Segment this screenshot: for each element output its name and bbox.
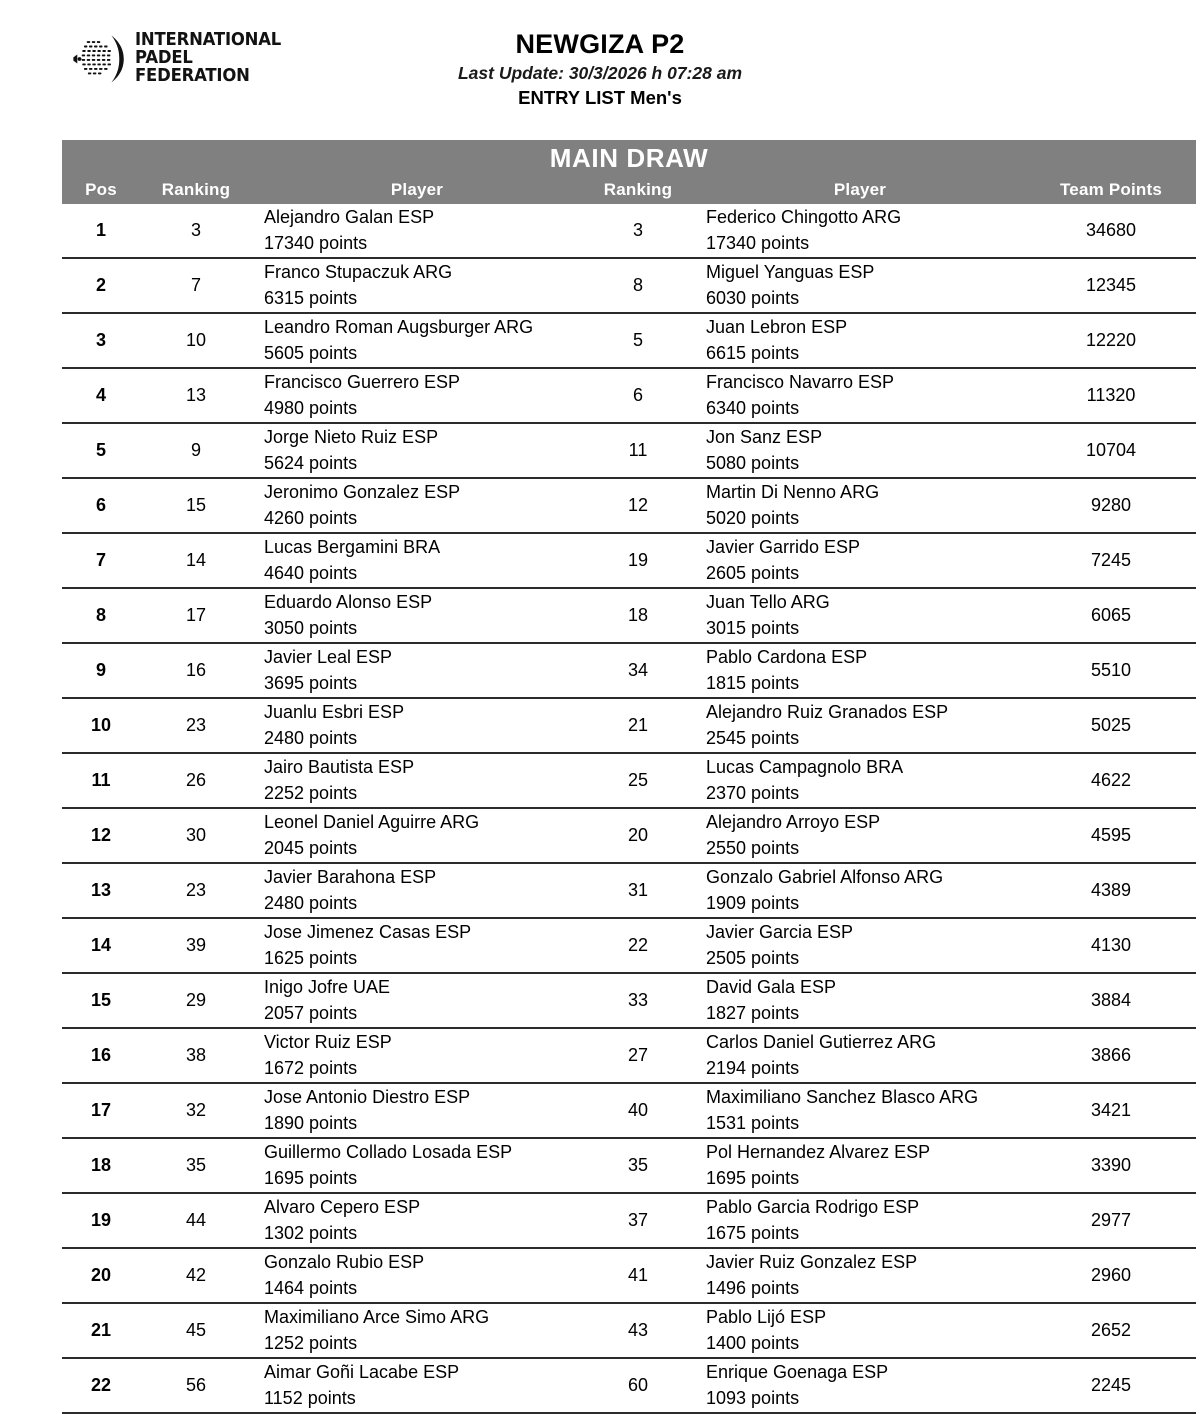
player-points: 6340 points [706,397,800,418]
table-row [62,1303,1196,1358]
entries-table [62,176,1196,1414]
cell-ranking-2: 37 [582,1193,694,1248]
player-name: Jose Jimenez Casas ESP [264,921,472,942]
cell-ranking-2: 18 [582,588,694,643]
player-name: Victor Ruiz ESP [264,1031,392,1052]
player-name: Francisco Navarro ESP [706,371,895,392]
cell-ranking-1: 7 [140,258,252,313]
table-row [62,753,1196,808]
cell-ranking-1: 10 [140,313,252,368]
cell-player-1 [252,313,582,368]
cell-player-1 [252,643,582,698]
main-draw-band-title: MAIN DRAW [62,140,1196,176]
cell-player-1 [252,1303,582,1358]
player-name: Javier Barahona ESP [264,866,437,887]
cell-ranking-2: 60 [582,1358,694,1413]
cell-ranking-1: 42 [140,1248,252,1303]
cell-position: 6 [62,478,140,533]
table-row [62,918,1196,973]
cell-position: 21 [62,1303,140,1358]
player-name: Maximiliano Sanchez Blasco ARG [706,1086,979,1107]
player-name: Jairo Bautista ESP [264,756,415,777]
cell-ranking-2: 5 [582,313,694,368]
player-name: Martin Di Nenno ARG [706,481,880,502]
player-points: 1093 points [706,1387,800,1408]
cell-player-1 [252,423,582,478]
player-points: 1496 points [706,1277,800,1298]
table-row [62,1028,1196,1083]
player-points: 5020 points [706,507,800,528]
cell-ranking-2: 8 [582,258,694,313]
cell-ranking-1: 29 [140,973,252,1028]
cell-player-1 [252,1083,582,1138]
player-name: Pol Hernandez Alvarez ESP [706,1141,931,1162]
player-points: 1815 points [706,672,800,693]
cell-position: 5 [62,423,140,478]
main-draw-table [62,140,1196,1414]
player-points: 2370 points [706,782,800,803]
cell-position: 22 [62,1358,140,1413]
cell-player-2 [694,423,1026,478]
table-row [62,973,1196,1028]
player-name: Jeronimo Gonzalez ESP [264,481,461,502]
cell-player-2 [694,643,1026,698]
cell-player-2 [694,204,1026,258]
cell-player-2 [694,1248,1026,1303]
cell-ranking-2: 22 [582,918,694,973]
cell-ranking-1: 45 [140,1303,252,1358]
cell-team-points: 4622 [1026,753,1196,808]
table-row [62,863,1196,918]
document-header [0,0,1200,125]
cell-position: 15 [62,973,140,1028]
cell-position: 3 [62,313,140,368]
cell-team-points: 9280 [1026,478,1196,533]
cell-team-points: 4130 [1026,918,1196,973]
cell-ranking-1: 23 [140,698,252,753]
cell-team-points: 3421 [1026,1083,1196,1138]
cell-player-1 [252,698,582,753]
cell-player-1 [252,1358,582,1413]
logo-line-2: PADEL [135,48,193,69]
player-points: 5605 points [264,342,358,363]
player-points: 2057 points [264,1002,358,1023]
player-points: 2505 points [706,947,800,968]
cell-position: 1 [95,220,106,240]
table-row [62,368,1196,423]
cell-team-points: 4595 [1026,808,1196,863]
cell-ranking-1: 32 [140,1083,252,1138]
player-name: Lucas Bergamini BRA [264,536,441,557]
cell-team-points: 11320 [1026,368,1196,423]
cell-team-points: 7245 [1026,533,1196,588]
logo-line-3: FEDERATION [135,65,250,86]
cell-position: 18 [62,1138,140,1193]
table-row [62,423,1196,478]
cell-ranking-1: 26 [140,753,252,808]
cell-position: 11 [62,753,140,808]
player-points: 2045 points [264,837,358,858]
cell-position: 17 [62,1083,140,1138]
title-block [0,28,1200,111]
cell-ranking-2: 35 [582,1138,694,1193]
player-name: Eduardo Alonso ESP [264,591,433,612]
player-points: 1827 points [706,1002,800,1023]
cell-player-2 [694,1138,1026,1193]
table-row [62,204,1196,258]
player-name: Alvaro Cepero ESP [264,1196,421,1217]
player-points: 1252 points [264,1332,358,1353]
cell-player-1 [252,863,582,918]
cell-position: 16 [62,1028,140,1083]
player-points: 1464 points [264,1277,358,1298]
cell-player-1 [252,918,582,973]
cell-player-1 [252,258,582,313]
player-name: Inigo Jofre UAE [264,976,391,997]
cell-player-1 [252,808,582,863]
cell-player-2 [694,1083,1026,1138]
cell-player-2 [694,753,1026,808]
cell-ranking-2: 19 [582,533,694,588]
player-points: 2480 points [264,727,358,748]
cell-player-2 [694,863,1026,918]
player-points: 1400 points [706,1332,800,1353]
cell-player-1 [252,204,582,258]
player-points: 2550 points [706,837,800,858]
player-name: Alejandro Galan ESP [264,206,435,227]
cell-team-points: 2960 [1026,1248,1196,1303]
cell-player-2 [694,698,1026,753]
player-points: 4260 points [264,507,358,528]
player-name: Pablo Lijó ESP [706,1306,827,1327]
player-name: Federico Chingotto ARG [706,206,902,227]
player-name: Javier Garrido ESP [706,536,861,557]
cell-team-points: 12220 [1026,313,1196,368]
player-points: 17340 points [706,232,810,253]
player-name: Aimar Goñi Lacabe ESP [264,1361,460,1382]
cell-player-2 [694,973,1026,1028]
cell-player-2 [694,533,1026,588]
cell-player-2 [694,478,1026,533]
last-update-text: Last Update: 30/3/2026 h 07:28 am [457,62,743,83]
cell-ranking-2: 41 [582,1248,694,1303]
table-row [62,698,1196,753]
cell-team-points: 4389 [1026,863,1196,918]
cell-team-points: 2652 [1026,1303,1196,1358]
cell-ranking-2: 20 [582,808,694,863]
player-points: 4640 points [264,562,358,583]
player-points: 2252 points [264,782,358,803]
cell-player-1 [252,588,582,643]
col-header-ranking-2: Ranking [582,176,694,204]
cell-ranking-1: 44 [140,1193,252,1248]
player-name: Enrique Goenaga ESP [706,1361,889,1382]
cell-position: 20 [62,1248,140,1303]
table-header-row [62,176,1196,204]
cell-ranking-1: 9 [140,423,252,478]
cell-ranking-1: 23 [140,863,252,918]
table-row [62,1248,1196,1303]
cell-player-2 [694,918,1026,973]
player-name: Gonzalo Gabriel Alfonso ARG [706,866,944,887]
cell-ranking-1: 16 [140,643,252,698]
cell-team-points: 12345 [1026,258,1196,313]
cell-player-2 [694,258,1026,313]
table-row [62,533,1196,588]
cell-ranking-1: 3 [190,220,201,240]
player-points: 3050 points [264,617,358,638]
col-header-pos: Pos [62,176,140,204]
player-points: 1302 points [264,1222,358,1243]
cell-ranking-2: 3 [632,220,643,240]
player-points: 2480 points [264,892,358,913]
cell-team-points: 5510 [1026,643,1196,698]
player-name: Javier Leal ESP [264,646,393,667]
event-title: NEWGIZA P2 [515,29,685,59]
table-head [62,176,1196,204]
table-row [62,643,1196,698]
player-points: 6315 points [264,287,358,308]
cell-position: 14 [62,918,140,973]
table-row [62,588,1196,643]
player-name: Alejandro Ruiz Granados ESP [706,701,949,722]
cell-player-1 [252,1138,582,1193]
cell-ranking-1: 13 [140,368,252,423]
player-points: 1695 points [264,1167,358,1188]
player-points: 6615 points [706,342,800,363]
entry-list-subtitle: ENTRY LIST Men's [518,87,682,109]
player-points: 1695 points [706,1167,800,1188]
cell-ranking-2: 31 [582,863,694,918]
table-row [62,1358,1196,1413]
cell-team-points: 3884 [1026,973,1196,1028]
player-name: Leandro Roman Augsburger ARG [264,316,534,337]
cell-position: 2 [62,258,140,313]
player-name: Juan Lebron ESP [706,316,848,337]
cell-ranking-1: 38 [140,1028,252,1083]
cell-position: 10 [62,698,140,753]
cell-ranking-2: 21 [582,698,694,753]
cell-ranking-1: 39 [140,918,252,973]
player-points: 5080 points [706,452,800,473]
cell-ranking-2: 27 [582,1028,694,1083]
player-points: 5624 points [264,452,358,473]
col-header-ranking-1: Ranking [140,176,252,204]
cell-ranking-2: 43 [582,1303,694,1358]
cell-ranking-1: 14 [140,533,252,588]
cell-ranking-2: 25 [582,753,694,808]
cell-player-2 [694,1358,1026,1413]
player-points: 3695 points [264,672,358,693]
cell-team-points: 3390 [1026,1138,1196,1193]
cell-ranking-1: 30 [140,808,252,863]
player-name: Lucas Campagnolo BRA [706,756,904,777]
table-row [62,1138,1196,1193]
player-name: Alejandro Arroyo ESP [706,811,881,832]
cell-position: 19 [62,1193,140,1248]
player-points: 1672 points [264,1057,358,1078]
cell-team-points: 2245 [1026,1358,1196,1413]
player-name: David Gala ESP [706,976,837,997]
cell-ranking-2: 40 [582,1083,694,1138]
logo-line-1: INTERNATIONAL [135,30,282,51]
player-points: 2194 points [706,1057,800,1078]
col-header-player-2: Player [694,176,1026,204]
cell-player-2 [694,1028,1026,1083]
cell-player-1 [252,1248,582,1303]
player-name: Jose Antonio Diestro ESP [264,1086,471,1107]
cell-player-2 [694,1193,1026,1248]
col-header-player-1: Player [252,176,582,204]
table-row [62,478,1196,533]
cell-ranking-2: 6 [582,368,694,423]
cell-player-1 [252,973,582,1028]
cell-player-1 [252,1193,582,1248]
player-name: Gonzalo Rubio ESP [264,1251,425,1272]
cell-team-points: 34680 [1085,220,1137,240]
player-points: 1152 points [264,1387,356,1408]
player-name: Juan Tello ARG [706,591,830,612]
cell-position: 7 [62,533,140,588]
player-name: Jon Sanz ESP [706,426,823,447]
cell-position: 9 [62,643,140,698]
table-row [62,1083,1196,1138]
player-name: Franco Stupaczuk ARG [264,261,453,282]
cell-player-1 [252,478,582,533]
player-name: Francisco Guerrero ESP [264,371,461,392]
cell-team-points: 5025 [1026,698,1196,753]
cell-ranking-2: 34 [582,643,694,698]
cell-player-2 [694,808,1026,863]
cell-team-points: 10704 [1026,423,1196,478]
cell-position: 8 [62,588,140,643]
cell-player-2 [694,368,1026,423]
cell-player-1 [252,1028,582,1083]
player-points: 3015 points [706,617,800,638]
player-name: Miguel Yanguas ESP [706,261,875,282]
cell-player-1 [252,368,582,423]
table-row [62,313,1196,368]
player-name: Jorge Nieto Ruiz ESP [264,426,439,447]
cell-position: 13 [62,863,140,918]
player-name: Javier Ruiz Gonzalez ESP [706,1251,918,1272]
player-name: Maximiliano Arce Simo ARG [264,1306,490,1327]
cell-position: 12 [62,808,140,863]
player-points: 2605 points [706,562,800,583]
cell-position: 4 [62,368,140,423]
player-name: Pablo Garcia Rodrigo ESP [706,1196,920,1217]
player-points: 1625 points [264,947,358,968]
player-name: Juanlu Esbri ESP [264,701,405,722]
player-points: 17340 points [264,232,368,253]
cell-player-1 [252,533,582,588]
cell-player-1 [252,753,582,808]
cell-player-2 [694,313,1026,368]
cell-ranking-2: 12 [582,478,694,533]
player-points: 1909 points [706,892,800,913]
cell-player-2 [694,588,1026,643]
table-row [62,1193,1196,1248]
player-name: Javier Garcia ESP [706,921,854,942]
cell-ranking-2: 11 [582,423,694,478]
player-points: 6030 points [706,287,800,308]
table-row [62,258,1196,313]
player-name: Pablo Cardona ESP [706,646,868,667]
cell-ranking-1: 17 [140,588,252,643]
player-name: Carlos Daniel Gutierrez ARG [706,1031,937,1052]
cell-ranking-1: 35 [140,1138,252,1193]
player-points: 1675 points [706,1222,800,1243]
cell-ranking-2: 33 [582,973,694,1028]
player-points: 2545 points [706,727,800,748]
player-points: 1531 points [706,1112,800,1133]
player-points: 1890 points [264,1112,358,1133]
cell-team-points: 2977 [1026,1193,1196,1248]
table-row [62,808,1196,863]
player-points: 4980 points [264,397,358,418]
cell-team-points: 6065 [1026,588,1196,643]
cell-team-points: 3866 [1026,1028,1196,1083]
col-header-team-points: Team Points [1026,176,1196,204]
cell-ranking-1: 15 [140,478,252,533]
cell-player-2 [694,1303,1026,1358]
table-body [62,204,1196,1413]
player-name: Leonel Daniel Aguirre ARG [264,811,480,832]
cell-ranking-1: 56 [140,1358,252,1413]
player-name: Guillermo Collado Losada ESP [264,1141,513,1162]
